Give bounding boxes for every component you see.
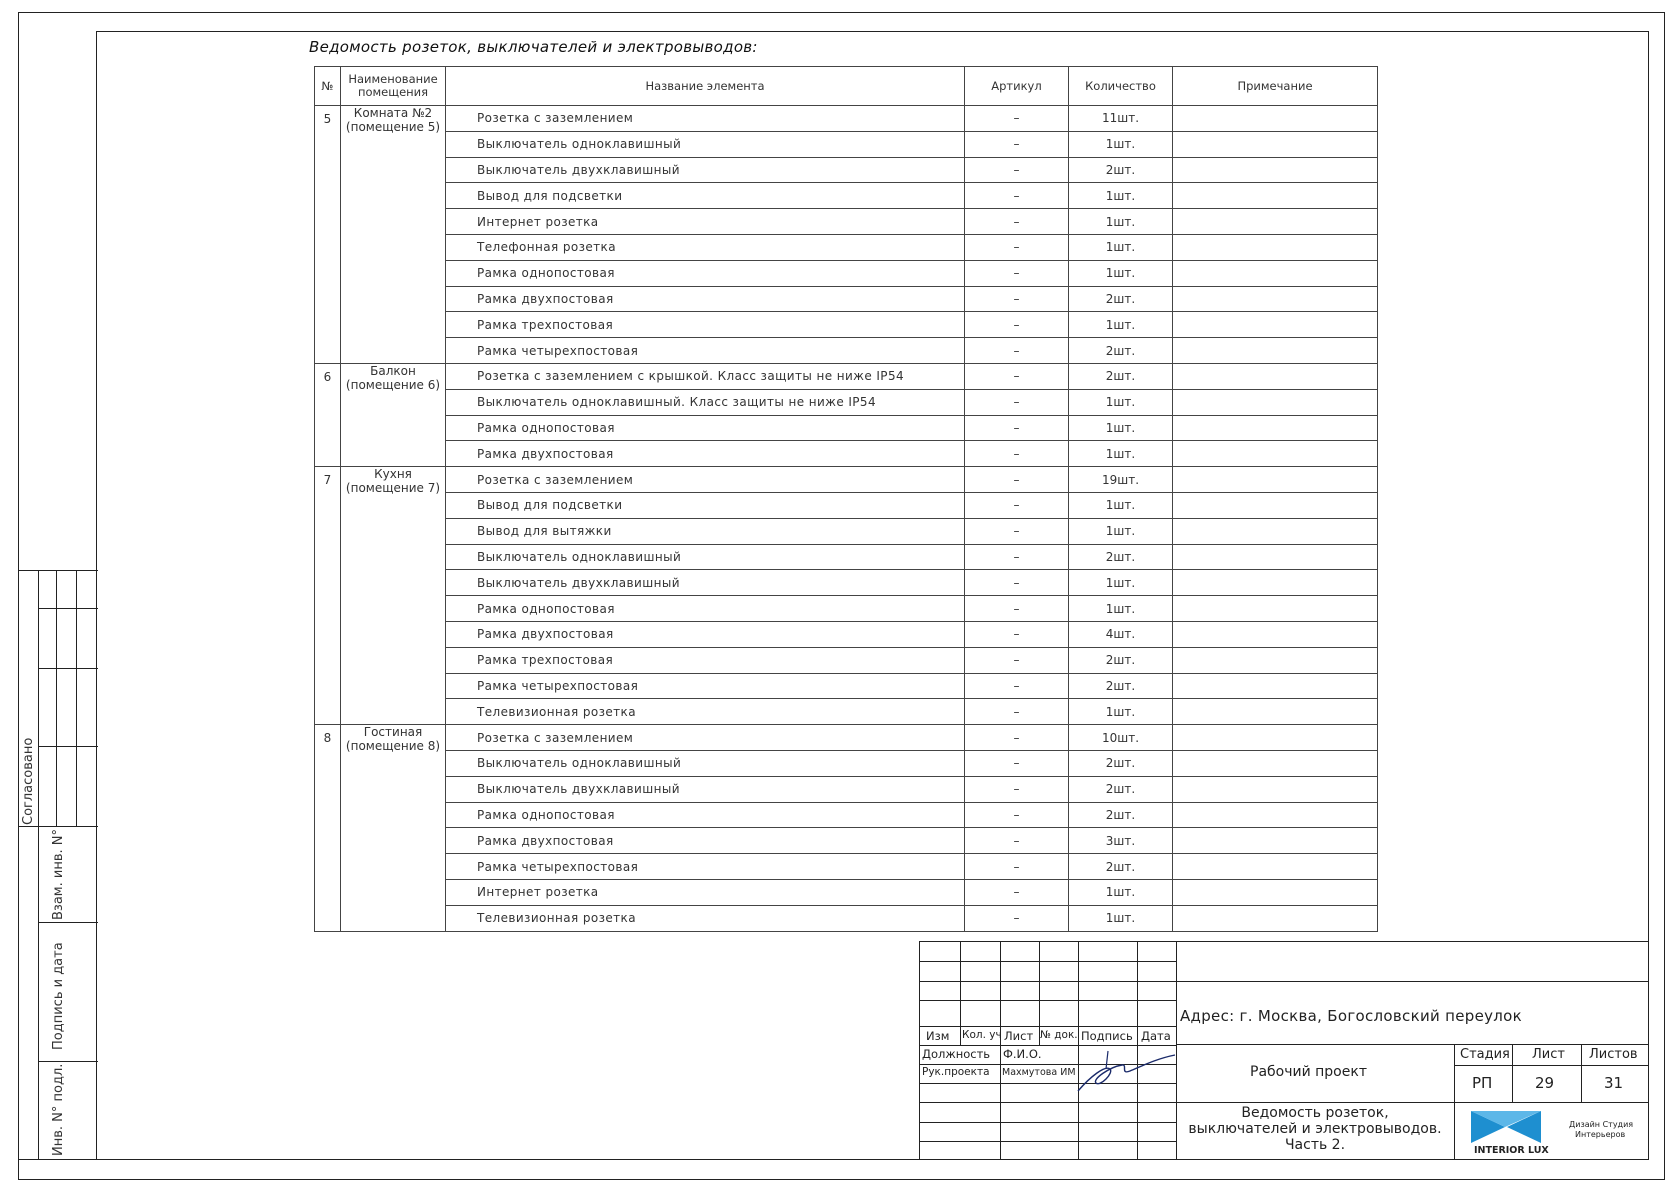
quantity-cell: 1шт. xyxy=(1069,312,1173,338)
article-cell: – xyxy=(965,647,1069,673)
quantity-cell: 1шт. xyxy=(1069,905,1173,931)
article-cell: – xyxy=(965,286,1069,312)
note-cell xyxy=(1173,363,1378,389)
interior-lux-logo-icon xyxy=(1471,1111,1541,1143)
quantity-cell: 1шт. xyxy=(1069,131,1173,157)
table-row xyxy=(315,441,1378,467)
article-cell: – xyxy=(965,802,1069,828)
room-name: Гостиная (помещение 8) xyxy=(341,725,446,931)
room-name: Балкон (помещение 6) xyxy=(341,363,446,466)
quantity-cell: 2шт. xyxy=(1069,544,1173,570)
note-cell xyxy=(1173,725,1378,751)
note-cell xyxy=(1173,312,1378,338)
inv-replace-label: Взам. инв. N° xyxy=(51,829,66,920)
stage-value: РП xyxy=(1472,1074,1493,1092)
quantity-cell: 1шт. xyxy=(1069,441,1173,467)
article-cell: – xyxy=(965,905,1069,931)
element-name: Интернет розетка xyxy=(446,209,965,235)
quantity-cell: 2шт. xyxy=(1069,750,1173,776)
quantity-cell: 1шт. xyxy=(1069,596,1173,622)
article-cell: – xyxy=(965,518,1069,544)
table-row xyxy=(315,338,1378,364)
table-row xyxy=(315,286,1378,312)
doc-title-line-2: выключателей и электровыводов. xyxy=(1188,1121,1442,1137)
element-name: Выключатель двухклавишный xyxy=(446,570,965,596)
table-header-row xyxy=(315,67,1378,106)
table-row xyxy=(315,183,1378,209)
table-row xyxy=(315,828,1378,854)
article-cell: – xyxy=(965,879,1069,905)
signature-mark xyxy=(1070,1047,1180,1097)
room-number: 7 xyxy=(315,467,341,725)
element-name: Рамка двухпостовая xyxy=(446,621,965,647)
article-cell: – xyxy=(965,363,1069,389)
note-cell xyxy=(1173,802,1378,828)
quantity-cell: 4шт. xyxy=(1069,621,1173,647)
table-row xyxy=(315,389,1378,415)
note-cell xyxy=(1173,415,1378,441)
article-cell: – xyxy=(965,750,1069,776)
inv-orig-label: Инв. N° подл. xyxy=(51,1063,66,1156)
table-row xyxy=(315,492,1378,518)
logo-caption-1: Дизайн Студия xyxy=(1569,1120,1634,1129)
article-cell: – xyxy=(965,209,1069,235)
element-name: Телевизионная розетка xyxy=(446,699,965,725)
article-cell: – xyxy=(965,467,1069,493)
element-name: Выключатель одноклавишный. Класс защиты не ниже IP54 xyxy=(446,389,965,415)
address: Адрес: г. Москва, Богословский переулок xyxy=(1180,1007,1522,1025)
table-row xyxy=(315,570,1378,596)
quantity-cell: 2шт. xyxy=(1069,673,1173,699)
article-cell: – xyxy=(965,854,1069,880)
element-name: Рамка двухпостовая xyxy=(446,828,965,854)
note-cell xyxy=(1173,338,1378,364)
article-cell: – xyxy=(965,776,1069,802)
note-cell xyxy=(1173,260,1378,286)
tb-fio-label: Ф.И.О. xyxy=(1003,1047,1042,1061)
note-cell xyxy=(1173,570,1378,596)
table-row xyxy=(315,621,1378,647)
table-row xyxy=(315,312,1378,338)
article-cell: – xyxy=(965,441,1069,467)
col-qty-header: Количество xyxy=(1069,67,1173,106)
room-name: Комната №2 (помещение 5) xyxy=(341,106,446,364)
element-name: Рамка двухпостовая xyxy=(446,441,965,467)
element-name: Выключатель одноклавишный xyxy=(446,131,965,157)
note-cell xyxy=(1173,209,1378,235)
note-cell xyxy=(1173,518,1378,544)
note-cell xyxy=(1173,131,1378,157)
quantity-cell: 10шт. xyxy=(1069,725,1173,751)
note-cell xyxy=(1173,699,1378,725)
table-row xyxy=(315,106,1378,132)
stage-label: Стадия xyxy=(1460,1047,1510,1062)
quantity-cell: 1шт. xyxy=(1069,389,1173,415)
table-row xyxy=(315,854,1378,880)
tb-role: Рук.проекта xyxy=(922,1066,990,1078)
doc-title-line-3: Часть 2. xyxy=(1284,1137,1346,1153)
note-cell xyxy=(1173,157,1378,183)
element-name: Рамка двухпостовая xyxy=(446,286,965,312)
note-cell xyxy=(1173,621,1378,647)
note-cell xyxy=(1173,441,1378,467)
quantity-cell: 3шт. xyxy=(1069,828,1173,854)
quantity-cell: 11шт. xyxy=(1069,106,1173,132)
note-cell xyxy=(1173,905,1378,931)
element-name: Вывод для вытяжки xyxy=(446,518,965,544)
quantity-cell: 2шт. xyxy=(1069,286,1173,312)
room-number: 8 xyxy=(315,725,341,931)
tb-header-date: Дата xyxy=(1141,1029,1171,1043)
logo-caption-2: Интерьеров xyxy=(1575,1130,1626,1139)
article-cell: – xyxy=(965,415,1069,441)
side-stamp xyxy=(18,570,98,1160)
tb-header-list: Лист xyxy=(1004,1029,1034,1043)
element-name: Рамка четырехпостовая xyxy=(446,673,965,699)
table-row xyxy=(315,234,1378,260)
element-name: Вывод для подсветки xyxy=(446,492,965,518)
note-cell xyxy=(1173,389,1378,415)
element-name: Телевизионная розетка xyxy=(446,905,965,931)
element-name: Телефонная розетка xyxy=(446,234,965,260)
article-cell: – xyxy=(965,260,1069,286)
element-name: Розетка с заземлением xyxy=(446,467,965,493)
note-cell xyxy=(1173,234,1378,260)
table-row xyxy=(315,544,1378,570)
element-name: Рамка однопостовая xyxy=(446,260,965,286)
element-name: Рамка трехпостовая xyxy=(446,312,965,338)
project-type: Рабочий проект xyxy=(1250,1064,1367,1080)
article-cell: – xyxy=(965,131,1069,157)
article-cell: – xyxy=(965,673,1069,699)
sheet-value: 29 xyxy=(1535,1074,1555,1092)
table-row xyxy=(315,209,1378,235)
room-name: Кухня (помещение 7) xyxy=(341,467,446,725)
quantity-cell: 1шт. xyxy=(1069,518,1173,544)
table-row xyxy=(315,905,1378,931)
quantity-cell: 2шт. xyxy=(1069,776,1173,802)
quantity-cell: 2шт. xyxy=(1069,157,1173,183)
quantity-cell: 2шт. xyxy=(1069,363,1173,389)
room-number: 6 xyxy=(315,363,341,466)
room-number: 5 xyxy=(315,106,341,364)
element-name: Вывод для подсветки xyxy=(446,183,965,209)
element-name: Выключатель одноклавишный xyxy=(446,544,965,570)
note-cell xyxy=(1173,467,1378,493)
element-name: Рамка четырехпостовая xyxy=(446,338,965,364)
note-cell xyxy=(1173,879,1378,905)
table-row xyxy=(315,467,1378,493)
agreed-label: Согласовано xyxy=(21,737,36,825)
element-name: Рамка однопостовая xyxy=(446,802,965,828)
table-row xyxy=(315,415,1378,441)
tb-header-izm: Изм xyxy=(926,1029,950,1043)
quantity-cell: 1шт. xyxy=(1069,879,1173,905)
table-row xyxy=(315,260,1378,286)
note-cell xyxy=(1173,492,1378,518)
article-cell: – xyxy=(965,106,1069,132)
article-cell: – xyxy=(965,828,1069,854)
tb-header-sign: Подпись xyxy=(1081,1029,1133,1043)
quantity-cell: 1шт. xyxy=(1069,183,1173,209)
col-name-header: Название элемента xyxy=(446,67,965,106)
note-cell xyxy=(1173,544,1378,570)
table-row xyxy=(315,131,1378,157)
element-name: Рамка трехпостовая xyxy=(446,647,965,673)
element-name: Розетка с заземлением xyxy=(446,106,965,132)
tb-header-doc: № док. xyxy=(1040,1029,1078,1041)
sheet-label: Лист xyxy=(1532,1047,1565,1062)
tb-header-kol: Кол. уч xyxy=(962,1029,1002,1041)
tb-person: Махмутова ИМ xyxy=(1002,1067,1076,1078)
quantity-cell: 1шт. xyxy=(1069,699,1173,725)
quantity-cell: 19шт. xyxy=(1069,467,1173,493)
doc-title-line-1: Ведомость розеток, xyxy=(1241,1105,1389,1121)
col-article-header: Артикул xyxy=(965,67,1069,106)
logo-name: INTERIOR LUX xyxy=(1474,1145,1549,1156)
note-cell xyxy=(1173,673,1378,699)
page-title: Ведомость розеток, выключателей и электровыводов: xyxy=(309,38,758,56)
quantity-cell: 1шт. xyxy=(1069,209,1173,235)
table-row xyxy=(315,157,1378,183)
table-row xyxy=(315,699,1378,725)
element-name: Выключатель двухклавишный xyxy=(446,157,965,183)
article-cell: – xyxy=(965,183,1069,209)
quantity-cell: 1шт. xyxy=(1069,260,1173,286)
article-cell: – xyxy=(965,621,1069,647)
quantity-cell: 1шт. xyxy=(1069,492,1173,518)
col-num-header: № xyxy=(315,67,341,106)
quantity-cell: 2шт. xyxy=(1069,647,1173,673)
note-cell xyxy=(1173,647,1378,673)
table-row xyxy=(315,776,1378,802)
quantity-cell: 1шт. xyxy=(1069,234,1173,260)
article-cell: – xyxy=(965,596,1069,622)
element-name: Розетка с заземлением с крышкой. Класс защиты не ниже IP54 xyxy=(446,363,965,389)
article-cell: – xyxy=(965,312,1069,338)
note-cell xyxy=(1173,286,1378,312)
table-row xyxy=(315,802,1378,828)
table-row xyxy=(315,363,1378,389)
article-cell: – xyxy=(965,544,1069,570)
article-cell: – xyxy=(965,389,1069,415)
element-name: Рамка четырехпостовая xyxy=(446,854,965,880)
element-name: Интернет розетка xyxy=(446,879,965,905)
sheets-label: Листов xyxy=(1589,1047,1638,1062)
article-cell: – xyxy=(965,699,1069,725)
article-cell: – xyxy=(965,338,1069,364)
table-row xyxy=(315,725,1378,751)
quantity-cell: 2шт. xyxy=(1069,338,1173,364)
table-row xyxy=(315,647,1378,673)
note-cell xyxy=(1173,854,1378,880)
quantity-cell: 1шт. xyxy=(1069,570,1173,596)
quantity-cell: 1шт. xyxy=(1069,415,1173,441)
col-room-header: Наименование помещения xyxy=(341,67,446,106)
quantity-cell: 2шт. xyxy=(1069,802,1173,828)
element-name: Рамка однопостовая xyxy=(446,415,965,441)
table-row xyxy=(315,879,1378,905)
element-name: Рамка однопостовая xyxy=(446,596,965,622)
col-note-header: Примечание xyxy=(1173,67,1378,106)
note-cell xyxy=(1173,183,1378,209)
element-name: Выключатель двухклавишный xyxy=(446,776,965,802)
quantity-cell: 2шт. xyxy=(1069,854,1173,880)
element-name: Розетка с заземлением xyxy=(446,725,965,751)
article-cell: – xyxy=(965,157,1069,183)
note-cell xyxy=(1173,750,1378,776)
note-cell xyxy=(1173,596,1378,622)
note-cell xyxy=(1173,106,1378,132)
table-row xyxy=(315,596,1378,622)
article-cell: – xyxy=(965,234,1069,260)
note-cell xyxy=(1173,776,1378,802)
sheets-value: 31 xyxy=(1604,1074,1624,1092)
sign-date-label: Подпись и дата xyxy=(51,942,66,1050)
article-cell: – xyxy=(965,725,1069,751)
article-cell: – xyxy=(965,492,1069,518)
element-name: Выключатель одноклавишный xyxy=(446,750,965,776)
tb-position-label: Должность xyxy=(922,1047,991,1061)
table-row xyxy=(315,518,1378,544)
note-cell xyxy=(1173,828,1378,854)
table-row xyxy=(315,750,1378,776)
specification-table xyxy=(314,66,1378,932)
article-cell: – xyxy=(965,570,1069,596)
table-row xyxy=(315,673,1378,699)
